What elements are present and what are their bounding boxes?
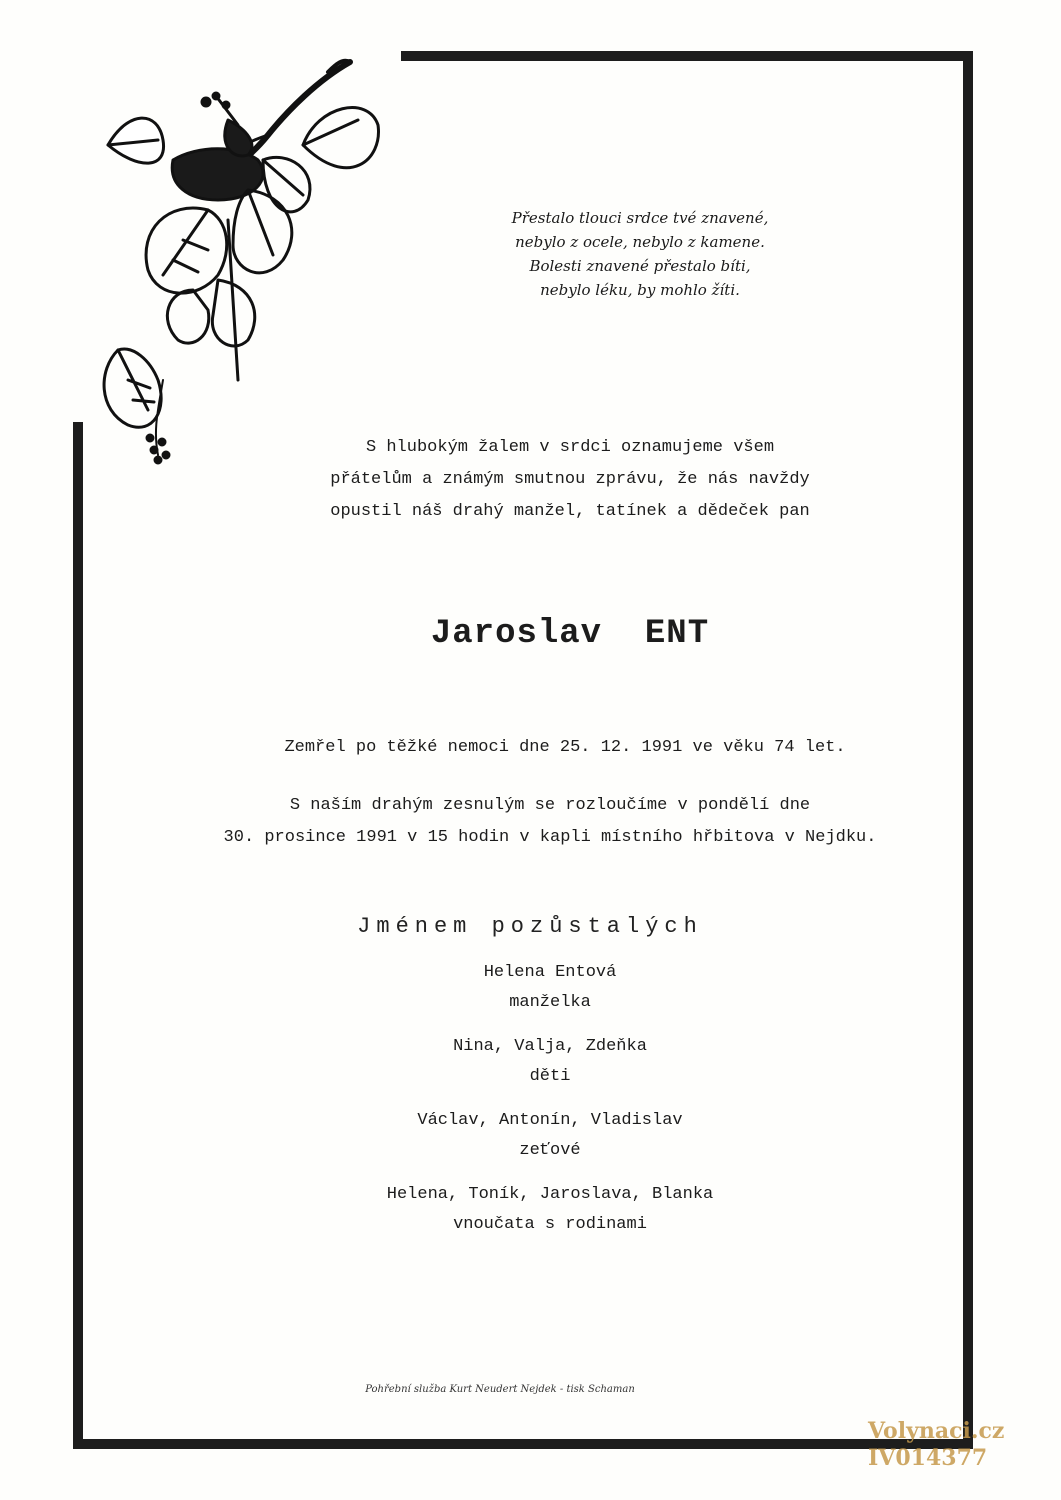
mourner-relation: vnoučata s rodinami	[453, 1215, 647, 1234]
mourner-names: Nina, Valja, Zdeňka	[453, 1037, 647, 1056]
mourning-border-bottom	[73, 1439, 973, 1449]
mourning-border-top	[401, 51, 973, 61]
announcement-line: přátelům a známým smutnou zprávu, že nás navždy	[330, 470, 810, 489]
farewell-line: 30. prosince 1991 v 15 hodin v kapli místního hřbitova v Nejdku.	[223, 828, 877, 847]
poem-line: nebylo z ocele, nebylo z kamene.	[515, 233, 765, 251]
mourning-border-left	[73, 422, 83, 1449]
deceased-last-name: ENT	[644, 615, 710, 653]
mourner-group	[230, 1180, 870, 1240]
mourner-relation: děti	[529, 1067, 571, 1086]
farewell-line: S naším drahým zesnulým se rozloučíme v pondělí dne	[289, 796, 811, 815]
farewell-notice	[100, 790, 1000, 854]
linden-branch-illustration	[88, 50, 398, 465]
poem-line: Bolesti znavené přestalo bíti,	[529, 257, 751, 275]
funeral-service-credit: Pohřební služba Kurt Neudert Nejdek - tisk Schaman	[365, 1384, 635, 1395]
mourner-names: Helena Entová	[483, 963, 617, 982]
mourner-names: Helena, Toník, Jaroslava, Blanka	[386, 1185, 714, 1204]
death-notice: Zemřel po těžké nemoci dne 25. 12. 1991 ve věku 74 let.	[284, 738, 846, 757]
death-announcement	[200, 432, 940, 528]
poem-line: nebylo léku, by mohlo žíti.	[540, 281, 740, 299]
deceased-first-name: Jaroslav	[430, 615, 603, 653]
announcement-line: S hlubokým žalem v srdci oznamujeme všem	[365, 438, 775, 457]
mourner-relation: manželka	[509, 993, 591, 1012]
memorial-poem	[460, 206, 820, 302]
mourner-relation: zeťové	[519, 1141, 581, 1160]
mourners-list	[230, 958, 870, 1254]
poem-line: Přestalo tlouci srdce tvé znavené,	[511, 209, 769, 227]
mourner-group	[230, 1032, 870, 1092]
archive-watermark	[868, 1418, 1038, 1472]
announcement-line: opustil náš drahý manžel, tatínek a dědeček pan	[330, 502, 810, 521]
mourner-names: Václav, Antonín, Vladislav	[417, 1111, 683, 1130]
watermark-site: Volynaci.cz	[868, 1418, 1005, 1444]
watermark-id: IV014377	[868, 1445, 988, 1471]
mourners-heading: Jménem pozůstalých	[357, 914, 703, 939]
mourner-group	[230, 958, 870, 1018]
mourner-group	[230, 1106, 870, 1166]
deceased-name	[200, 615, 940, 653]
